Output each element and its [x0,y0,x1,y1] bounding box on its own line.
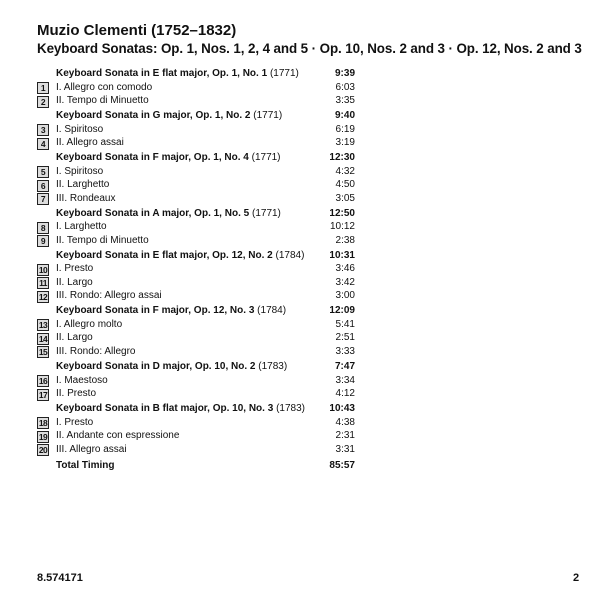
track-number-badge: 2 [37,96,49,108]
total-timing-row [37,459,355,473]
total-timing-value: 85:57 [329,460,355,472]
track-list [37,67,355,473]
track-row [37,387,355,401]
track-title: I. Presto [56,416,94,428]
track-number-badge: 19 [38,431,48,442]
sonata-title: Keyboard Sonata in E flat major, Op. 1, No. 1 [56,68,268,79]
track-title: III. Rondo: Allegro [56,345,136,357]
sonata-label [56,249,304,263]
sonata-duration: 9:40 [334,110,355,122]
track-number-badge: 10 [38,264,48,275]
track-duration: 5:41 [335,318,355,330]
sonata-duration: 7:47 [334,361,355,373]
sonata-title: Keyboard Sonata in A major, Op. 1, No. 5 [56,207,250,219]
track-row [37,443,355,457]
track-number-badge: 8 [37,222,49,234]
track-number-badge: 5 [37,166,49,178]
track-duration: 3:42 [335,276,355,288]
track-duration: 10:12 [329,221,355,233]
catalog-number: 8.574171 [37,572,83,584]
track-title: I. Spiritoso [56,165,104,177]
track-title: III. Allegro assai [56,443,127,455]
track-row [37,234,355,248]
track-duration: 4:50 [335,179,355,191]
sonata-year: (1771) [253,110,283,122]
sonata-title: Keyboard Sonata in E flat major, Op. 12, No. 2 [56,249,273,261]
sonata-duration: 12:50 [329,207,355,219]
track-number-badge: 16 [38,376,48,387]
track-duration: 3:00 [335,290,355,302]
track-row [37,81,355,95]
track-duration: 2:31 [335,430,355,442]
sonata-duration: 12:09 [329,305,355,317]
track-duration: 2:38 [335,234,355,246]
sonata-title: Keyboard Sonata in F major, Op. 12, No. 3 [56,305,255,317]
track-title: II. Allegro assai [56,137,124,149]
track-row [37,123,355,137]
track-row [37,345,355,359]
track-title: I. Presto [56,263,94,275]
track-title: II. Larghetto [56,179,110,191]
sonata-year: (1771) [251,152,281,164]
track-title: II. Largo [56,276,93,288]
track-row [37,276,355,290]
track-row [37,220,355,234]
track-row [37,136,355,150]
track-number-badge: 13 [38,320,48,331]
track-row [37,94,355,108]
sonata-label [56,360,287,374]
track-row [37,165,355,179]
track-number-badge: 3 [37,124,49,136]
sonata-duration: 10:43 [329,403,355,415]
sonata-header [37,304,355,318]
track-duration: 3:33 [335,345,355,357]
track-title: I. Allegro con comodo [56,81,153,93]
track-number-badge: 6 [37,180,49,192]
track-row [37,429,355,443]
track-title: III. Rondeaux [56,192,116,204]
track-title: II. Largo [56,332,93,344]
sonata-label [56,151,281,165]
track-duration: 3:19 [335,137,355,149]
track-number-badge: 4 [37,138,49,150]
sonata-year: (1783) [258,361,288,373]
track-title: II. Presto [56,388,97,400]
track-number-badge: 18 [38,418,48,429]
track-row [37,178,355,192]
sonata-year: (1783) [276,403,305,415]
sonata-duration: 9:39 [334,68,355,79]
track-row [37,289,355,303]
sonata-header [37,67,355,81]
sonata-title: Keyboard Sonata in G major, Op. 1, No. 2 [56,110,251,122]
track-number-badge: 12 [38,291,48,302]
track-duration: 4:32 [335,165,355,177]
track-duration: 3:46 [335,263,355,275]
track-duration: 6:03 [335,81,355,93]
track-row [37,331,355,345]
sonata-label [56,109,282,123]
sonata-label [56,67,299,81]
track-row [37,262,355,276]
track-duration: 4:38 [335,416,355,428]
composer-title: Muzio Clementi (1752–1832) [37,22,237,39]
sonata-year: (1771) [251,207,281,219]
track-title: I. Spiritoso [56,123,104,135]
track-duration: 3:35 [335,95,355,106]
track-title: I. Allegro molto [56,318,123,330]
sonata-header [37,249,355,263]
sonata-label [56,207,281,221]
sonata-label [56,402,305,416]
track-title: II. Tempo di Minuetto [56,95,149,106]
track-duration: 3:31 [335,443,355,455]
track-number-badge: 9 [37,235,49,247]
track-number-badge: 11 [37,277,49,289]
track-duration: 2:51 [335,332,355,344]
page-number: 2 [573,572,580,584]
track-duration: 3:05 [335,192,355,204]
track-row [37,374,355,388]
track-duration: 3:34 [335,374,355,386]
sonata-year: (1784) [257,305,287,317]
sonata-year: (1771) [269,68,299,79]
track-row [37,192,355,206]
sonata-label [56,304,286,318]
track-title: I. Larghetto [56,221,107,233]
sonata-title: Keyboard Sonata in B flat major, Op. 10, No. 3 [56,403,274,415]
track-duration: 6:19 [335,123,355,135]
track-number-badge: 1 [37,82,49,94]
track-number-badge: 7 [37,193,49,205]
sonata-duration: 10:31 [329,249,355,261]
sonata-title: Keyboard Sonata in F major, Op. 1, No. 4 [56,152,249,164]
track-row [37,416,355,430]
sonata-header [37,402,355,416]
sonata-duration: 12:30 [329,152,355,164]
sonata-header [37,360,355,374]
track-row [37,318,355,332]
track-title: II. Andante con espressione [56,430,180,442]
track-title: III. Rondo: Allegro assai [56,290,162,302]
sonata-header [37,207,355,221]
album-subtitle: Keyboard Sonatas: Op. 1, Nos. 1, 2, 4 and 5 · Op. 10, Nos. 2 and 3 · Op. 12, Nos. 2 and 3 [37,41,582,56]
track-title: II. Tempo di Minuetto [56,234,149,246]
track-number-badge: 15 [38,347,48,358]
sonata-title: Keyboard Sonata in D major, Op. 10, No. 2 [56,361,256,373]
sonata-year: (1784) [275,249,305,261]
track-number-badge: 14 [38,333,48,344]
track-duration: 4:12 [335,388,355,400]
sonata-header [37,109,355,123]
track-number-badge: 20 [38,445,48,456]
sonata-header [37,151,355,165]
track-title: I. Maestoso [56,374,108,386]
total-timing-label: Total Timing [56,460,115,472]
track-number-badge: 17 [38,389,48,400]
